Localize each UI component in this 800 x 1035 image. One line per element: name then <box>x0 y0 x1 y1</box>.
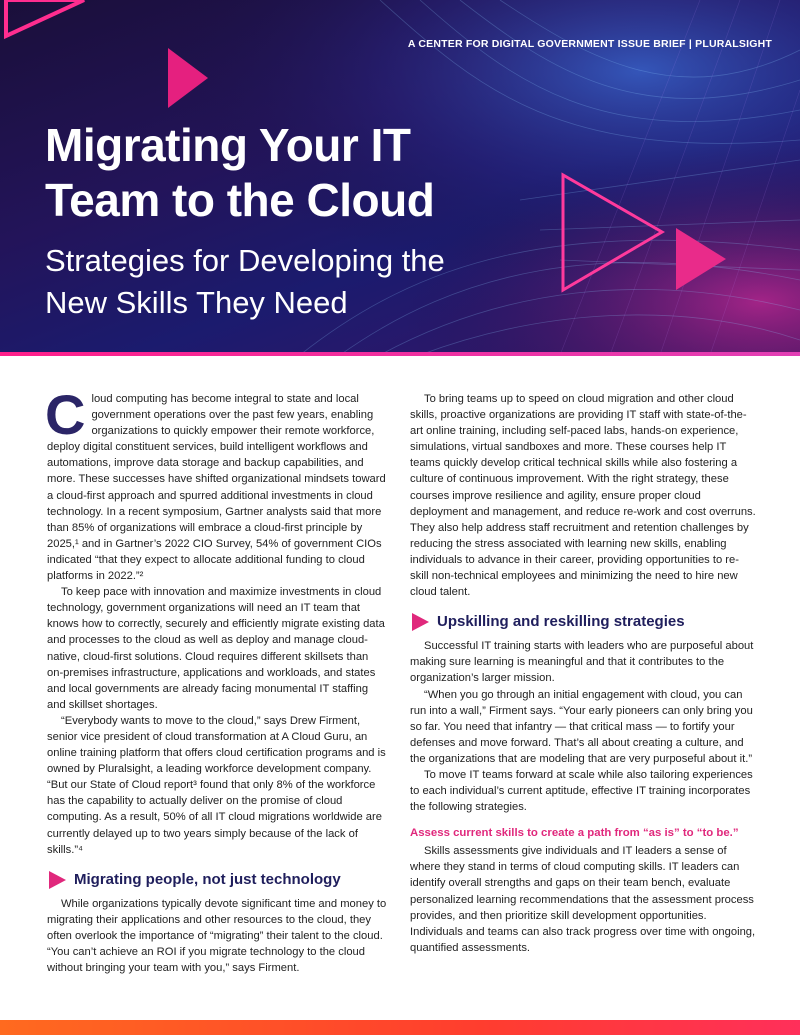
section-heading-migrating-people <box>47 870 387 890</box>
page-subtitle <box>45 240 445 324</box>
issue-brief-label: A CENTER FOR DIGITAL GOVERNMENT ISSUE BRIEF | PLURALSIGHT <box>407 38 772 50</box>
strategy-subheading: Assess current skills to create a path from “as is” to “to be.” <box>410 827 739 840</box>
right-column <box>410 391 756 956</box>
paragraph: While organizations typically devote significant time and money to migrating their applications and other resources to the cloud, they often overlook the importance of “migrating” their talent to the cloud. “You can’t achieve an ROI if you migrate technology to the cloud without bringing your team with you,” says Firment. <box>47 897 387 975</box>
paragraph: Successful IT training starts with leaders who are purposeful about making sure learning is meaningful and that it contributes to the organization’s larger mission. <box>410 640 754 685</box>
intro-paragraph <box>45 383 387 584</box>
page-title <box>45 118 434 228</box>
section-heading-upskilling <box>410 612 756 632</box>
quote-paragraph: “Everybody wants to move to the cloud,” says Drew Firment, senior vice president of cloud transformation at A Cloud Guru, an online training platform that offers cloud certification programs and is owned by Pluralsight, a leading workforce development company. “But our State of Cloud report³ found that only 8% of the workforce has the capability to actually deliver on the promise of cloud computing. As a result, 50% of all IT cloud migrations worldwide are currently delayed up to two years simply because of the lack of skills.”⁴ <box>47 714 386 856</box>
paragraph: To move IT teams forward at scale while also tailoring experiences to each individual’s current aptitude, effective IT training incorporates the following strategies. <box>410 768 753 814</box>
paragraph: Skills assessments give individuals and IT leaders a sense of where they stand in terms of cloud computing skills. IT leaders can identify overall strengths and gaps on their team bench, evaluate personalized learning recommendations that the assessment process provides, and then prioritize skill development opportunities. Individuals and teams can also track progress over time with ongoing, quantified assessments. <box>410 845 756 954</box>
title-line-1: Migrating Your IT <box>45 119 411 171</box>
left-column <box>45 383 387 976</box>
title-line-2: Team to the Cloud <box>45 174 435 226</box>
hero-banner <box>0 0 800 355</box>
triangle-bullet-icon <box>47 871 67 889</box>
section-heading-text: Migrating people, not just technology <box>74 870 341 888</box>
subtitle-line-2: New Skills They Need <box>45 285 348 320</box>
intro-text: loud computing has become integral to state and local government operations over the past few years, enabling organizations to quickly empower their remote workforce, deploy digital constituent services, build intelligent workflows and automations, improve data storage and backup capabilities, and more. These successes have shifted organizational mindsets toward a cloud-first approach and spurred additional investments in cloud technology. In a recent symposium, Gartner analysts said that more than 85% of organizations will embrace a cloud-first principle by 2025,¹ and in Gartner’s 2022 CIO Survey, 54% of government CIOs indicated “that they expect to allocate additional funding to cloud platforms in 2022.”² <box>47 393 386 583</box>
quote-paragraph: “When you go through an initial engagement with cloud, you can run into a wall,” Firment says. “Your early pioneers can only bring you so far. You need that infantry — that critical mass — to fortify your defenses and move forward. That’s all about creating a culture, and the organizations that are modeling that are very purposeful about it.” <box>410 688 753 765</box>
paragraph: To bring teams up to speed on cloud migration and other cloud skills, proactive organizations are providing IT staff with state-of-the-art online training, including self-paced labs, hands-on experience, simulations, virtual sandboxes and more. These courses help IT teams quickly develop critical technical skills while also fostering a culture of continuous improvement. With the right strategy, these courses improve resilience and agility, ensure proper cloud deployment and management, and reduce re-work and cost overruns. They also help address staff recruitment and retention challenges by reducing the stress associated with learning new skills, enabling individuals to advance in their career, providing opportunities to re-skill non-technical employees and minimizing the need to hire new cloud talent. <box>410 393 756 599</box>
paragraph: To keep pace with innovation and maximize investments in cloud technology, government organizations will need an IT team that knows how to correctly, securely and efficiently migrate existing data and processes to the cloud as well as deploy and manage cloud-native, cloud-first solutions. Cloud requires different skillsets than on-premises infrastructure, applications and workloads, and states and local governments are already facing monumental IT staffing and skillset shortages. <box>47 586 385 711</box>
footer-bar <box>0 1020 800 1035</box>
subtitle-line-1: Strategies for Developing the <box>45 243 445 278</box>
section-heading-text: Upskilling and reskilling strategies <box>437 613 685 631</box>
triangle-bullet-icon <box>410 613 430 631</box>
drop-cap: C <box>45 383 86 446</box>
hero-divider <box>0 352 800 356</box>
